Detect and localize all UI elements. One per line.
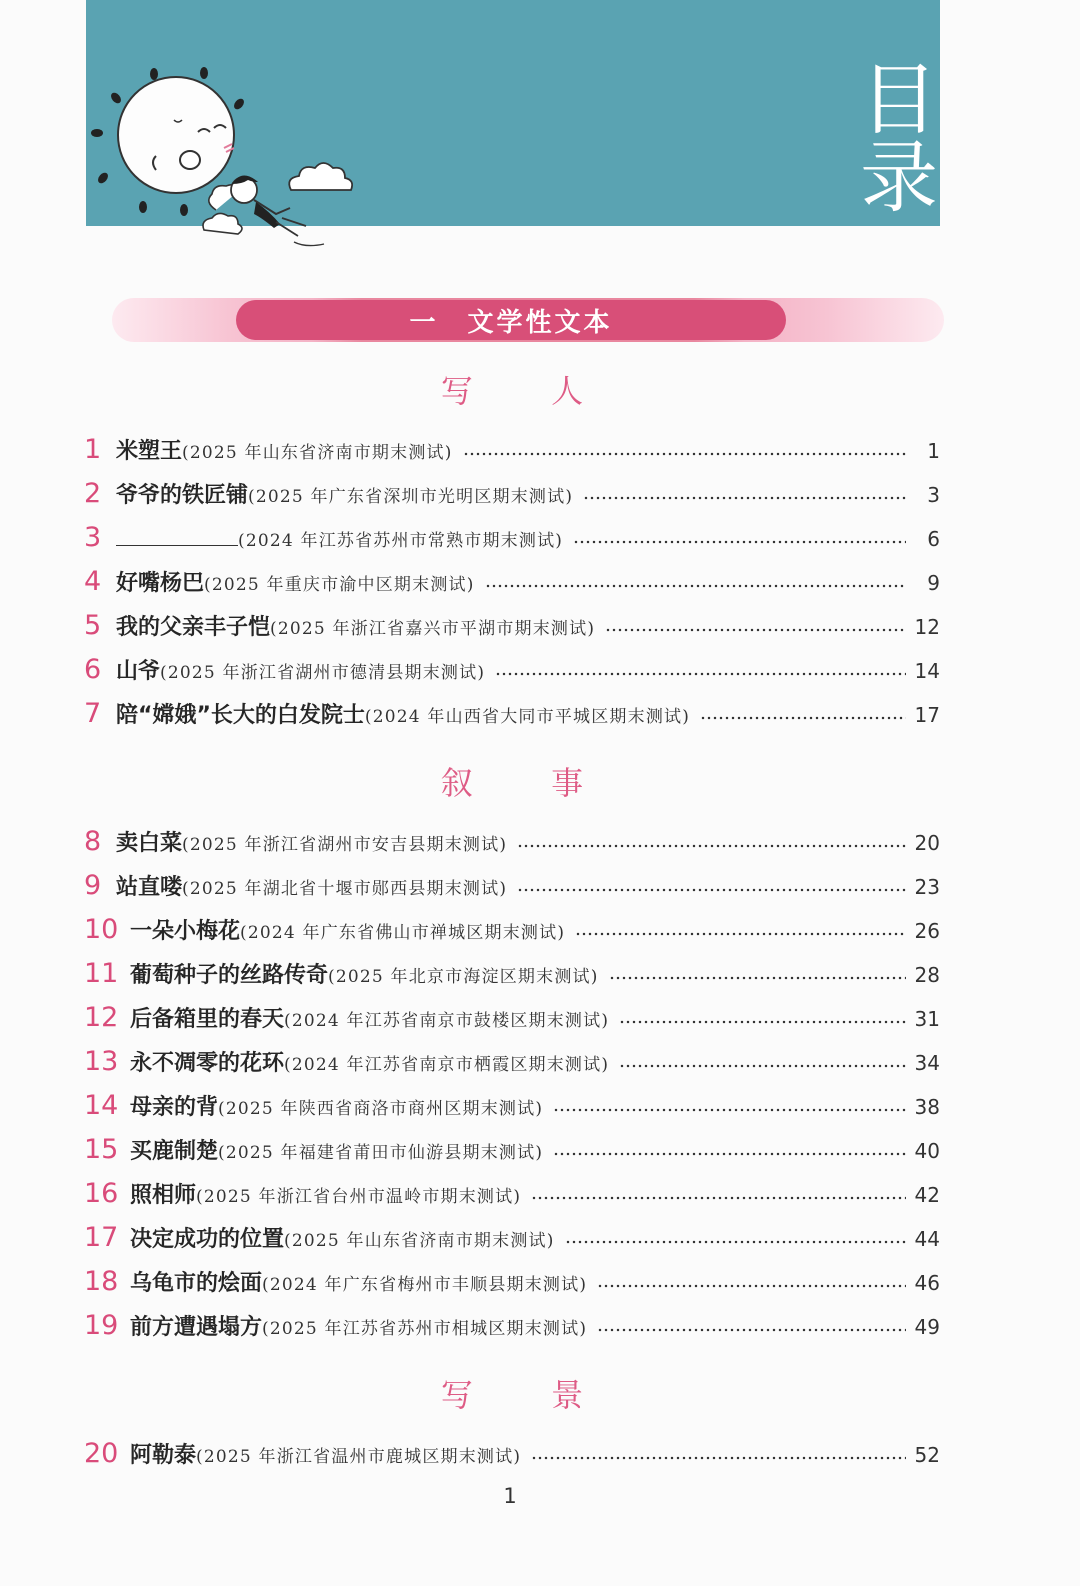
entry-title: 永不凋零的花环 xyxy=(130,1051,285,1076)
entry-title: 陪“嫦娥”长大的白发院士 xyxy=(116,703,365,728)
entry-source: (2025 年北京市海淀区期末测试) xyxy=(328,967,599,987)
entry-number: 15 xyxy=(84,1134,119,1165)
toc-entry[interactable] xyxy=(84,914,940,948)
category-heading: 写 人 xyxy=(440,372,618,410)
leader-dots xyxy=(495,672,906,676)
entry-number: 4 xyxy=(84,566,102,597)
toc-entry[interactable] xyxy=(84,870,940,904)
entry-source: (2025 年重庆市渝中区期末测试) xyxy=(204,575,475,595)
toc-entry[interactable] xyxy=(84,566,940,600)
entry-source: (2025 年浙江省温州市鹿城区期末测试) xyxy=(196,1447,522,1467)
entry-number: 20 xyxy=(84,1438,119,1469)
entry-title: 葡萄种子的丝路传奇 xyxy=(130,963,329,988)
entry-page: 28 xyxy=(914,963,940,987)
leader-dots xyxy=(553,1108,906,1112)
entry-page: 20 xyxy=(914,831,940,855)
entry-number: 3 xyxy=(84,522,102,553)
entry-title: 决定成功的位置 xyxy=(130,1227,285,1252)
category-heading: 叙 事 xyxy=(440,764,618,802)
entry-title: 我的父亲丰子恺 xyxy=(116,615,271,640)
leader-dots xyxy=(553,1152,906,1156)
toc-entry[interactable] xyxy=(84,1438,940,1472)
entry-number: 10 xyxy=(84,914,119,945)
entry-source: (2025 年浙江省湖州市安吉县期末测试) xyxy=(182,835,508,855)
entry-number: 11 xyxy=(84,958,119,989)
entry-number: 1 xyxy=(84,434,102,465)
entry-page: 14 xyxy=(914,659,940,683)
toc-entry[interactable] xyxy=(84,1266,940,1300)
toc-entry[interactable] xyxy=(84,1178,940,1212)
entry-title: 母亲的背 xyxy=(130,1095,219,1120)
entry-source: (2025 年山东省济南市期末测试) xyxy=(284,1231,555,1251)
entry-source: (2025 年福建省莆田市仙游县期末测试) xyxy=(218,1143,544,1163)
entry-source: (2025 年浙江省嘉兴市平湖市期末测试) xyxy=(270,619,596,639)
entry-page: 31 xyxy=(914,1007,940,1031)
leader-dots xyxy=(517,888,906,892)
entry-title: 乌龟市的烩面 xyxy=(130,1271,263,1296)
leader-dots xyxy=(597,1328,906,1332)
entry-title: 阿勒泰 xyxy=(130,1443,197,1468)
toc-entry[interactable] xyxy=(84,1090,940,1124)
entry-number: 16 xyxy=(84,1178,119,1209)
leader-dots xyxy=(619,1064,906,1068)
entry-source: (2025 年湖北省十堰市郧西县期末测试) xyxy=(182,879,508,899)
entry-number: 2 xyxy=(84,478,102,509)
toc-entry[interactable] xyxy=(84,610,940,644)
entry-number: 7 xyxy=(84,698,102,729)
entry-source: (2024 年山西省大同市平城区期末测试) xyxy=(364,707,691,727)
toc-entry[interactable] xyxy=(84,522,940,556)
entry-page: 52 xyxy=(914,1443,940,1467)
entry-page: 26 xyxy=(914,919,940,943)
entry-page: 42 xyxy=(914,1183,940,1207)
entry-title: 爷爷的铁匠铺 xyxy=(116,483,249,508)
leader-dots xyxy=(517,844,906,848)
entry-number: 13 xyxy=(84,1046,119,1077)
entry-title: 卖白菜 xyxy=(116,831,183,856)
entry-page: 38 xyxy=(914,1095,940,1119)
leader-dots xyxy=(463,452,906,456)
toc-entry[interactable] xyxy=(84,698,940,732)
entry-page: 49 xyxy=(914,1315,940,1339)
section-title: 一 文学性文本 xyxy=(236,300,786,340)
category-heading: 写 景 xyxy=(440,1376,618,1414)
sun-kid-illustration xyxy=(86,60,386,260)
leader-dots xyxy=(619,1020,906,1024)
toc-entry[interactable] xyxy=(84,958,940,992)
toc-entry[interactable] xyxy=(84,1222,940,1256)
entry-page: 23 xyxy=(914,875,940,899)
leader-dots xyxy=(531,1196,906,1200)
entry-page: 9 xyxy=(927,571,940,595)
entry-number: 8 xyxy=(84,826,102,857)
leader-dots xyxy=(485,584,906,588)
entry-page: 6 xyxy=(927,527,940,551)
entry-number: 5 xyxy=(84,610,102,641)
title-blank-line xyxy=(116,527,238,546)
entry-page: 1 xyxy=(927,439,940,463)
entry-source: (2025 年山东省济南市期末测试) xyxy=(182,443,453,463)
entry-title: 照相师 xyxy=(130,1183,197,1208)
leader-dots xyxy=(605,628,906,632)
entry-title: 站直喽 xyxy=(116,875,183,900)
leader-dots xyxy=(531,1456,906,1460)
leader-dots xyxy=(700,716,906,720)
entry-source: (2024 年江苏省南京市栖霞区期末测试) xyxy=(284,1055,610,1075)
entry-number: 17 xyxy=(84,1222,119,1253)
entry-title: 一朵小梅花 xyxy=(130,919,241,944)
entry-page: 44 xyxy=(914,1227,940,1251)
entry-title: 买鹿制楚 xyxy=(130,1139,219,1164)
entry-source: (2025 年广东省深圳市光明区期末测试) xyxy=(248,487,574,507)
entry-number: 18 xyxy=(84,1266,119,1297)
entry-title: 后备箱里的春天 xyxy=(130,1007,285,1032)
entry-page: 40 xyxy=(914,1139,940,1163)
entry-title: 好嘴杨巴 xyxy=(116,571,205,596)
leader-dots xyxy=(573,540,906,544)
entry-number: 9 xyxy=(84,870,102,901)
entry-page: 46 xyxy=(914,1271,940,1295)
leader-dots xyxy=(597,1284,906,1288)
toc-entry[interactable] xyxy=(84,1310,940,1344)
leader-dots xyxy=(575,932,906,936)
banner-title: 目录 xyxy=(847,58,937,214)
entry-source: (2024 年江苏省苏州市常熟市期末测试) xyxy=(238,531,564,551)
entry-source: (2024 年江苏省南京市鼓楼区期末测试) xyxy=(284,1011,610,1031)
toc-entry[interactable] xyxy=(84,1134,940,1168)
entry-number: 6 xyxy=(84,654,102,685)
toc-entry[interactable] xyxy=(84,1046,940,1080)
entry-page: 34 xyxy=(914,1051,940,1075)
entry-number: 14 xyxy=(84,1090,119,1121)
cloud-icon xyxy=(289,163,352,190)
page-number: 1 xyxy=(503,1484,517,1508)
toc-entry[interactable] xyxy=(84,434,940,468)
toc-entry[interactable] xyxy=(84,1002,940,1036)
leader-dots xyxy=(583,496,906,500)
entry-source: (2025 年浙江省台州市温岭市期末测试) xyxy=(196,1187,522,1207)
entry-number: 12 xyxy=(84,1002,119,1033)
entry-source: (2024 年广东省梅州市丰顺县期末测试) xyxy=(262,1275,588,1295)
entry-number: 19 xyxy=(84,1310,119,1341)
entry-source: (2025 年陕西省商洛市商州区期末测试) xyxy=(218,1099,544,1119)
entry-source: (2025 年浙江省湖州市德清县期末测试) xyxy=(160,663,486,683)
entry-title: 前方遭遇塌方 xyxy=(130,1315,263,1340)
entry-title: 山爷 xyxy=(116,659,161,684)
entry-page: 17 xyxy=(914,703,940,727)
toc-entry[interactable] xyxy=(84,478,940,512)
entry-page: 3 xyxy=(927,483,940,507)
entry-title: 米塑王 xyxy=(116,439,183,464)
leader-dots xyxy=(565,1240,906,1244)
entry-page: 12 xyxy=(914,615,940,639)
toc-entry[interactable] xyxy=(84,826,940,860)
leader-dots xyxy=(609,976,906,980)
toc-entry[interactable] xyxy=(84,654,940,688)
entry-source: (2024 年广东省佛山市禅城区期末测试) xyxy=(240,923,566,943)
entry-source: (2025 年江苏省苏州市相城区期末测试) xyxy=(262,1319,588,1339)
